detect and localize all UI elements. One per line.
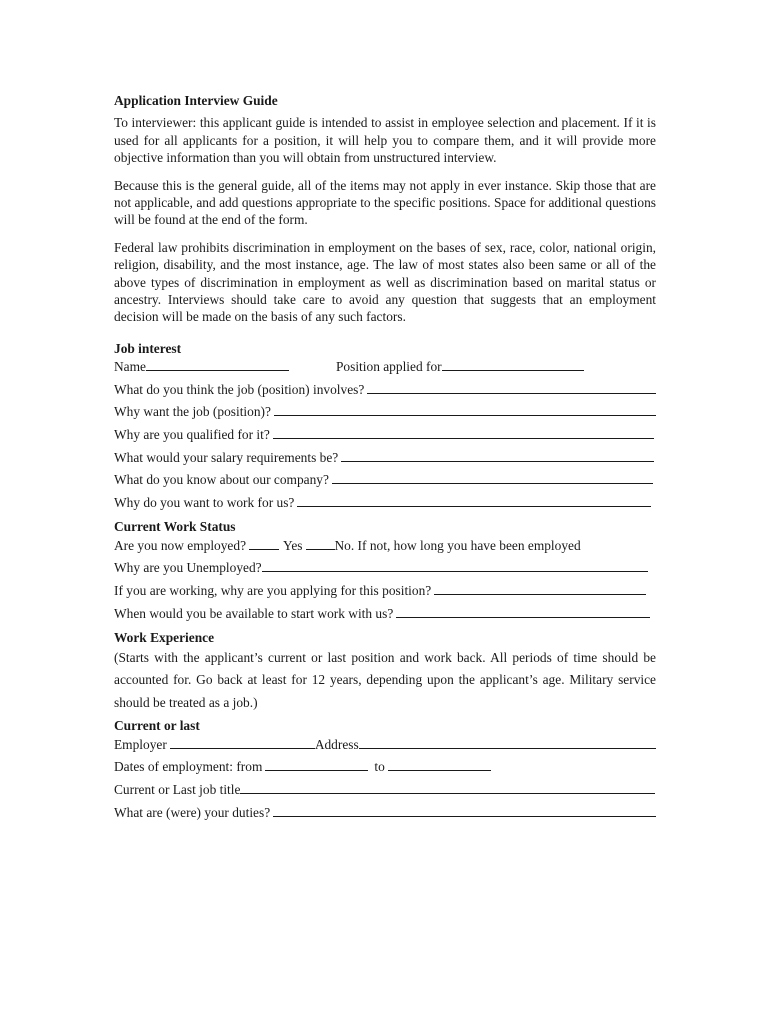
name-field[interactable] — [146, 357, 289, 371]
company-field[interactable] — [332, 470, 653, 484]
involves-row — [114, 380, 656, 403]
company-label: What do you know about our company? — [114, 472, 329, 488]
position-label: Position applied for — [335, 359, 442, 375]
job-title-field[interactable] — [240, 780, 655, 794]
employed-no-field[interactable] — [306, 536, 335, 550]
applying-label: If you are working, why are you applying for this position? — [114, 583, 432, 599]
employer-label: Employer — [114, 736, 167, 752]
form-page — [114, 92, 656, 825]
employed-row — [114, 536, 656, 559]
unemployed-label: Why are you Unemployed? — [114, 560, 262, 576]
yes-label: Yes — [283, 537, 303, 553]
work-experience-note: (Starts with the applicant’s current or last position and work back. All periods of time should be accounted for. Go back at least for 12 years, depending upon the applicant’s age. Military service should be treated as a job.) — [114, 649, 656, 710]
job-title-label: Current or Last job title — [114, 782, 241, 797]
qualified-row — [114, 425, 656, 448]
dates-from-label: Dates of employment: from — [114, 759, 263, 775]
unemployed-field[interactable] — [262, 558, 648, 572]
qualified-field[interactable] — [273, 425, 654, 439]
name-position-row — [114, 357, 656, 380]
position-field[interactable] — [442, 357, 584, 371]
current-work-status-heading: Current Work Status — [114, 519, 236, 535]
document-title: Application Interview Guide — [114, 93, 278, 108]
why-job-field[interactable] — [274, 402, 656, 416]
salary-label: What would your salary requirements be? — [114, 449, 339, 465]
general-guide-paragraph: Because this is the general guide, all of the items may not apply in ever instance. Skip those that are not applicable, and add questions appropriate to the specific positions. Space for additional questions will be found at the end of the form. — [114, 177, 656, 228]
federal-law-paragraph: Federal law prohibits discrimination in employment on the bases of sex, race, color, national origin, religion, disability, and the most instance, age. The law of most states also been same or all of the above types of discrimination in employment as well as discrimination based on marital status or ancestry. Interviews should take care to avoid any question that suggests that an employment decision will be made on the basis of any such factors. — [114, 239, 656, 325]
available-row — [114, 604, 656, 627]
duties-label: What are (were) your duties? — [114, 804, 271, 820]
salary-field[interactable] — [341, 448, 654, 462]
employed-label: Are you now employed? — [114, 537, 247, 553]
current-or-last-heading: Current or last — [114, 718, 200, 734]
available-label: When would you be available to start work with us? — [114, 605, 394, 621]
job-interest-heading: Job interest — [114, 340, 182, 356]
salary-row — [114, 448, 656, 471]
involves-field[interactable] — [367, 380, 656, 394]
applying-row — [114, 581, 656, 604]
employer-address-row — [114, 735, 656, 758]
address-label: Address — [314, 736, 359, 752]
duties-field[interactable] — [273, 803, 656, 817]
work-for-us-field[interactable] — [297, 493, 651, 507]
intro-paragraph: To interviewer: this applicant guide is intended to assist in employee selection and placement. If it is used for all applicants for a position, it will help you to compare them, and it will provide more objective information than you will obtain from unstructured interview. — [114, 115, 656, 166]
work-experience-heading: Work Experience — [114, 630, 215, 646]
work-for-us-row — [114, 493, 656, 516]
no-label: No. If not, how long you have been employed — [334, 537, 581, 553]
dates-to-label: to — [374, 759, 385, 775]
work-for-us-label: Why do you want to work for us? — [114, 494, 295, 510]
employer-field[interactable] — [170, 735, 315, 749]
address-field[interactable] — [359, 735, 656, 749]
dates-row — [114, 757, 656, 780]
job-title-row — [114, 780, 656, 803]
duties-row — [114, 803, 656, 826]
available-field[interactable] — [396, 604, 650, 618]
employed-yes-field[interactable] — [249, 536, 279, 550]
why-job-label: Why want the job (position)? — [114, 404, 271, 420]
unemployed-row — [114, 558, 656, 581]
company-row — [114, 470, 656, 493]
qualified-label: Why are you qualified for it? — [114, 427, 270, 443]
name-label: Name — [114, 359, 146, 375]
dates-from-field[interactable] — [265, 757, 368, 771]
dates-to-field[interactable] — [388, 757, 491, 771]
why-job-row — [114, 402, 656, 425]
involves-label: What do you think the job (position) involves? — [114, 381, 365, 397]
applying-field[interactable] — [434, 581, 646, 595]
